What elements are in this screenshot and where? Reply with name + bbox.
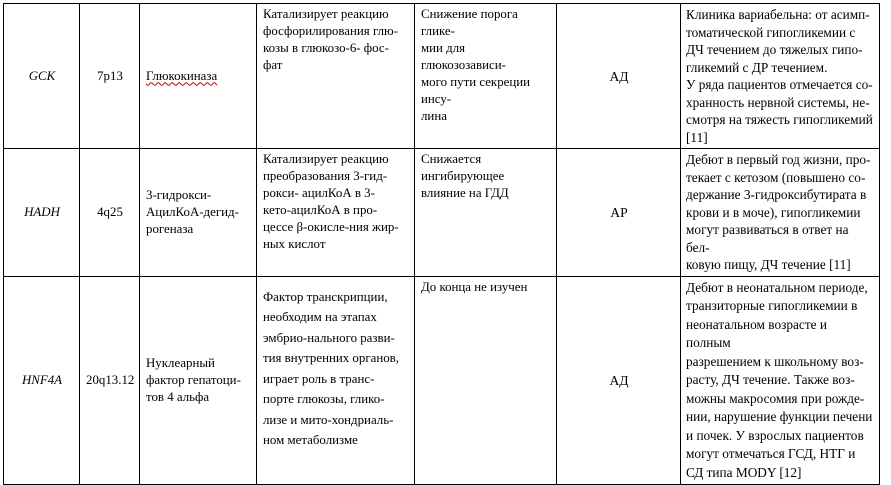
gene-name: HNF4A xyxy=(21,372,63,387)
function-cell xyxy=(257,149,415,277)
inheritance-cell xyxy=(557,4,681,149)
locus-cell xyxy=(80,276,140,485)
protein-function: Катализирует реакцию преобразования 3-гид- рокси- ацилКоА в 3- кето-ацилКоА в про- цессе β-окисле-ния жир- ных кислот xyxy=(263,152,399,251)
function-cell xyxy=(257,276,415,485)
locus: 7p13 xyxy=(97,68,123,83)
gene-cell xyxy=(4,149,80,277)
function-cell xyxy=(257,4,415,149)
mechanism: До конца не изучен xyxy=(421,279,528,294)
clinical-description: Дебют в первый год жизни, про- текает с кетозом (повышено со- держание 3-гидроксибутирата в крови и в моче), гипогликемии могут развиваться в ответ на бел- ковую пищу, ДЧ течение [11] xyxy=(686,152,871,272)
clinical-description: Клиника вариабельна: от асимп- томатической гипогликемии с ДЧ течением до тяжелых гипо- гликемий с ДР течением. У ряда пациентов отмечается со- хранность нервной системы, не- смотря на тяжесть гипогликемий [11] xyxy=(686,7,873,145)
table-row xyxy=(4,149,880,277)
protein-name: 3-гидрокси- АцилКоА-дегид- рогеназа xyxy=(146,187,239,236)
locus: 4q25 xyxy=(97,204,123,219)
protein-cell xyxy=(140,276,257,485)
mechanism-cell xyxy=(415,4,557,149)
inheritance-type: АР xyxy=(610,204,628,220)
clinical-description: Дебют в неонатальном периоде, транзиторные гипогликемии в неонатальном возрасте и полным разрешением к школьному воз- расту, ДЧ течение. Также воз- можны макросомия при рожде- нии, нарушение функции печени и почек. У взрослых пациентов могут отмечаться ГСД, НТГ и СД типа MODY [12] xyxy=(686,279,873,480)
table-row xyxy=(4,276,880,485)
locus: 20q13.12 xyxy=(86,372,135,387)
inheritance-type: АД xyxy=(609,68,629,84)
inheritance-cell xyxy=(557,149,681,277)
protein-function: Катализирует реакцию фосфорилирования глю- козы в глюкозо-6- фос- фат xyxy=(263,7,398,72)
locus-cell xyxy=(80,149,140,277)
clinic-cell xyxy=(681,4,880,149)
protein-cell xyxy=(140,149,257,277)
mechanism-cell xyxy=(415,276,557,485)
mechanism: Снижение порога глике- мии для глюкозозависи- мого пути секреции инсу- лина xyxy=(421,7,531,123)
inheritance-cell xyxy=(557,276,681,485)
inheritance-type: АД xyxy=(609,372,629,388)
gene-table xyxy=(3,3,880,485)
locus-cell xyxy=(80,4,140,149)
mechanism: Снижается ингибирующее влияние на ГДД xyxy=(421,152,509,200)
gene-cell xyxy=(4,4,80,149)
clinic-cell xyxy=(681,149,880,277)
protein-name: Глюкокиназа xyxy=(146,68,218,83)
document-page xyxy=(3,3,880,485)
protein-function: Фактор транскрипции, необходим на этапах эмбрио-нального разви- тия внутренних органов, играет роль в транс- порте глюкозы, глико- лизе и мито-хондриаль- ном метаболизме xyxy=(263,289,399,447)
gene-name: HADH xyxy=(24,204,60,219)
mechanism-cell xyxy=(415,149,557,277)
protein-name: Нуклеарный фактор гепатоци- тов 4 альфа xyxy=(146,355,241,404)
gene-name: GCK xyxy=(28,68,56,83)
gene-cell xyxy=(4,276,80,485)
protein-cell xyxy=(140,4,257,149)
table-row xyxy=(4,4,880,149)
clinic-cell xyxy=(681,276,880,485)
